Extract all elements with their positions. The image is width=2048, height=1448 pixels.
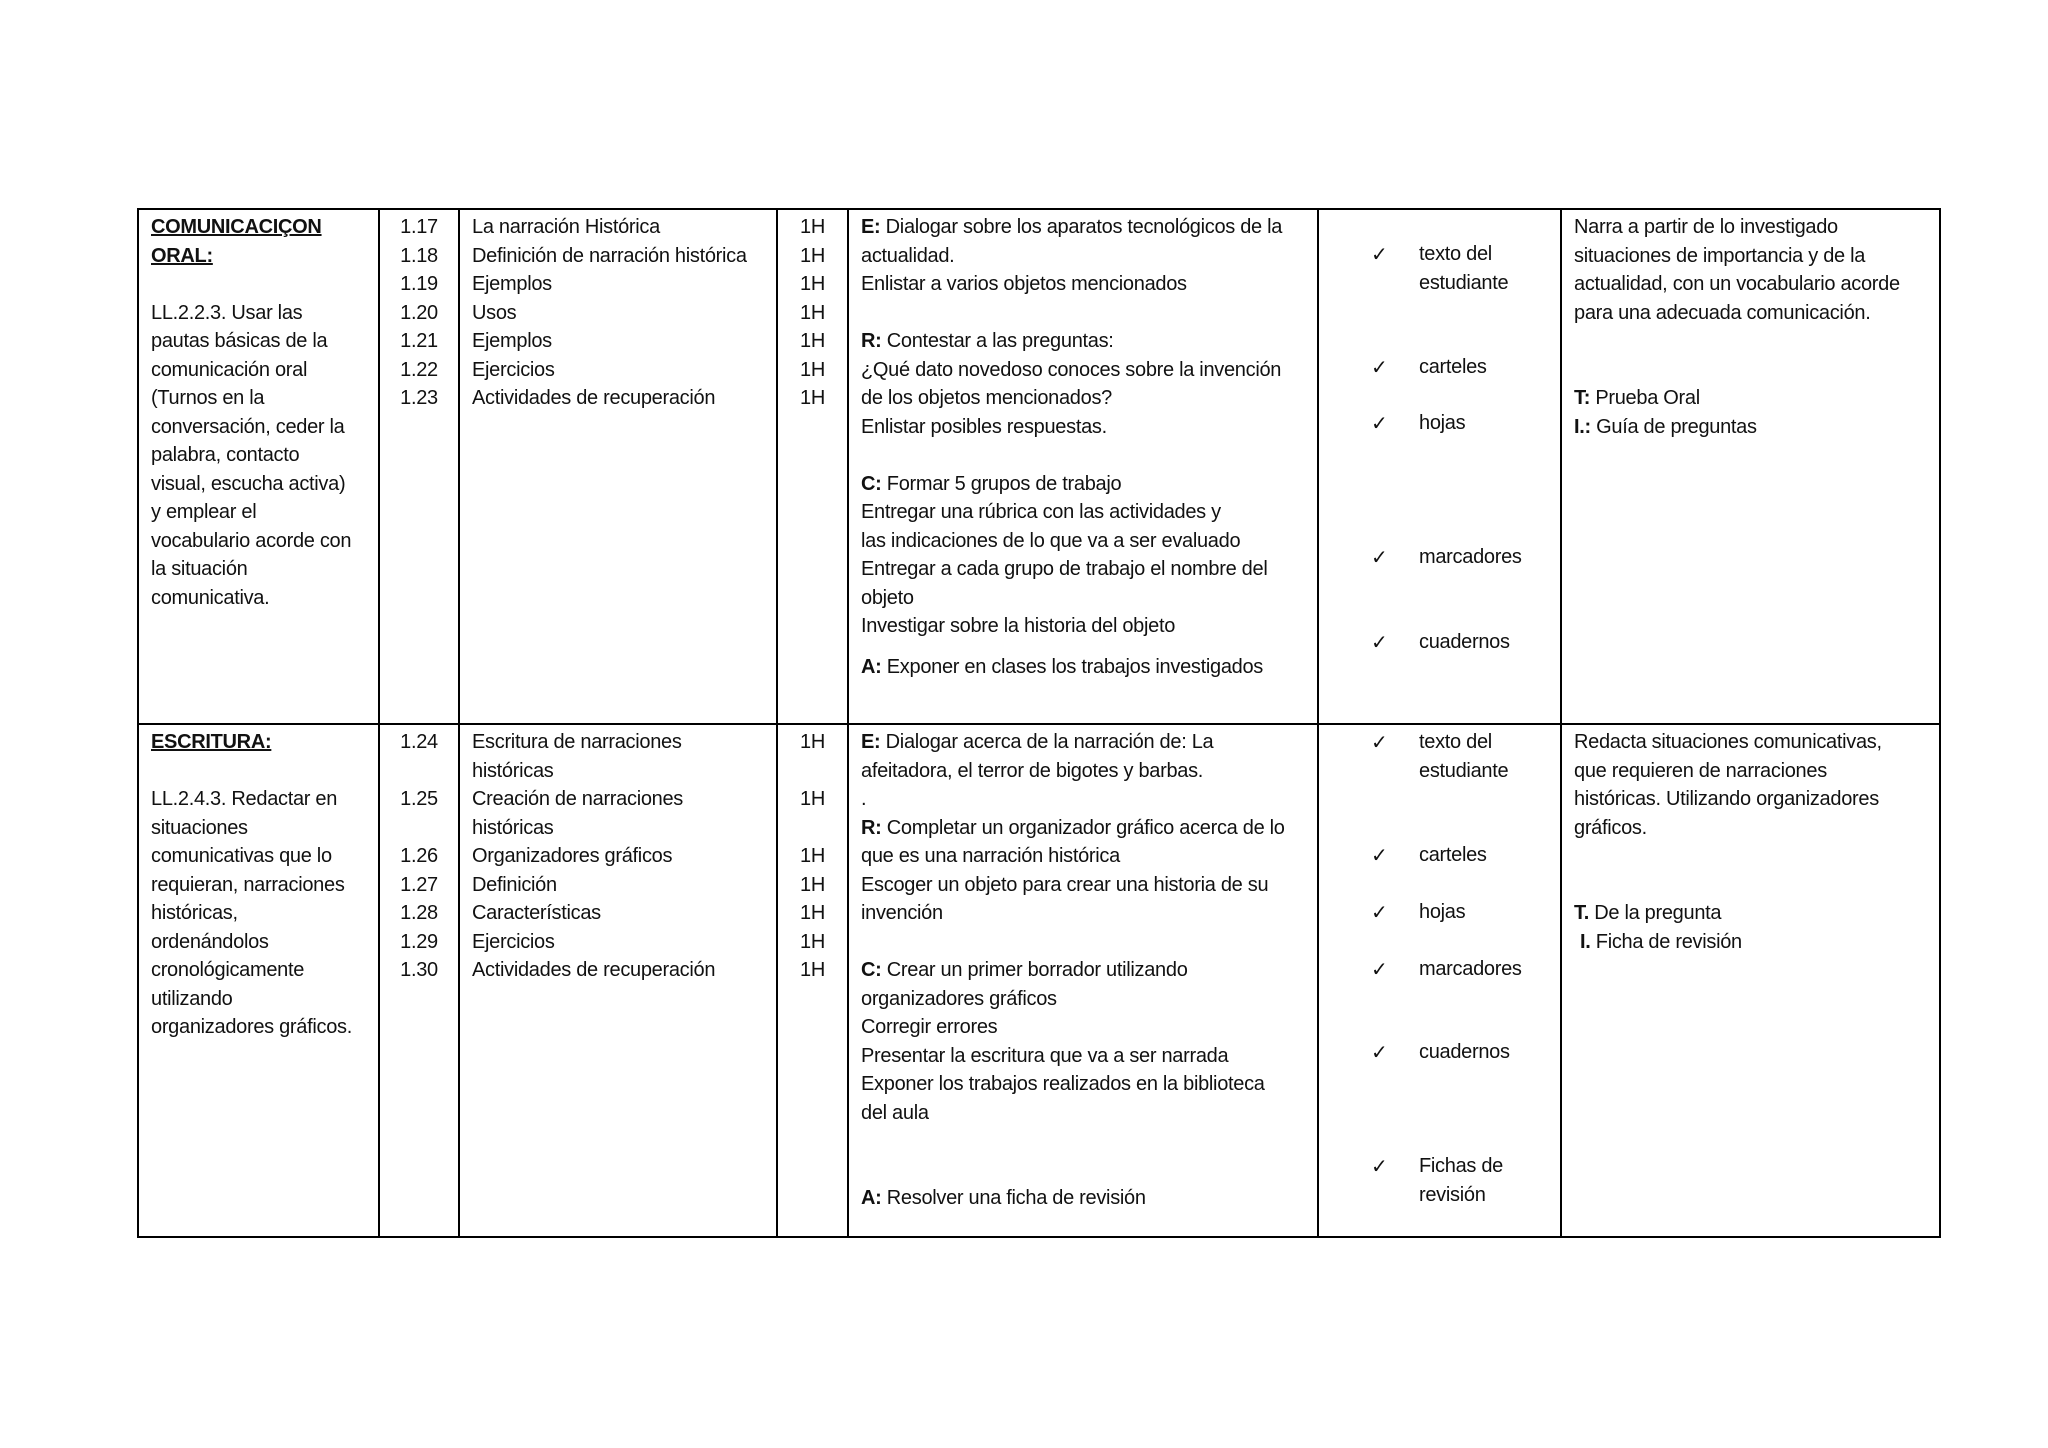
activity-text: de los objetos mencionados? — [861, 387, 1112, 409]
activity-text: objeto — [861, 586, 914, 609]
topic: Actividades de recuperación — [472, 387, 716, 409]
check-icon: ✓ — [1371, 1040, 1388, 1064]
table-row — [138, 209, 1940, 724]
check-icon: ✓ — [1371, 957, 1388, 981]
instrument-label: I.: — [1574, 415, 1591, 438]
check-icon: ✓ — [1371, 545, 1388, 569]
phase-label: R: — [861, 816, 882, 839]
skill-text: cronológicamente — [151, 959, 305, 981]
skill-text: históricas, — [151, 902, 238, 924]
phase-label: E: — [861, 731, 881, 753]
evaluation-text: situaciones de importancia y de la — [1574, 244, 1866, 267]
activity-text: Resolver una ficha de revisión — [881, 1186, 1146, 1209]
code-cell — [379, 724, 459, 1237]
skill-text: requieran, narraciones — [151, 873, 345, 896]
hours-cell — [777, 724, 848, 1237]
activity-text: organizadores gráficos — [861, 987, 1057, 1010]
check-icon: ✓ — [1371, 900, 1388, 924]
phase-label: C: — [861, 959, 882, 981]
topic: Ejemplos — [472, 330, 552, 352]
hours: 1H — [800, 731, 825, 753]
evaluation-text: que requieren de narraciones — [1574, 759, 1827, 782]
phase-label: A: — [861, 655, 882, 678]
code: 1.26 — [400, 845, 438, 867]
check-icon: ✓ — [1371, 843, 1388, 867]
activity-text: Contestar a las preguntas: — [881, 330, 1114, 352]
technique-text: Prueba Oral — [1590, 387, 1700, 409]
activity-text: Dialogar acerca de la narración de: La — [880, 731, 1214, 753]
activity-text: ¿Qué dato novedoso conoces sobre la invención — [861, 358, 1282, 381]
activity-text: Exponer en clases los trabajos investigados — [881, 655, 1263, 678]
hours-cell — [777, 209, 848, 724]
topic: Organizadores gráficos — [472, 845, 673, 867]
skill-cell — [138, 209, 379, 724]
activities-cell — [848, 209, 1318, 724]
evaluation-text: para una adecuada comunicación. — [1574, 301, 1871, 324]
technique-label: T. — [1574, 902, 1589, 924]
skill-text: comunicativa. — [151, 586, 270, 609]
skill-text: comunicativas que lo — [151, 845, 332, 867]
phase-label: A: — [861, 1186, 882, 1209]
resource-text: estudiante — [1419, 271, 1509, 294]
topic: Escritura de narraciones — [472, 731, 682, 753]
technique-label: T: — [1574, 387, 1591, 409]
activity-text: Exponer los trabajos realizados en la biblioteca — [861, 1073, 1265, 1095]
hours — [790, 757, 835, 786]
topic: históricas — [472, 816, 554, 839]
topic: históricas — [472, 759, 554, 782]
resource-text: hojas — [1419, 901, 1466, 923]
skill-text: ordenándolos — [151, 930, 269, 953]
code-cell — [379, 209, 459, 724]
lesson-plan-table — [137, 208, 1941, 1238]
code: 1.18 — [400, 244, 438, 267]
topic: Características — [472, 902, 601, 924]
activity-text: Corregir errores — [861, 1016, 998, 1038]
hours: 1H — [800, 845, 825, 867]
table-row — [138, 724, 1940, 1237]
skill-text: (Turnos en la — [151, 387, 265, 409]
topic: Ejercicios — [472, 930, 555, 953]
topic-cell — [459, 724, 777, 1237]
activity-text: actualidad. — [861, 244, 955, 267]
hours: 1H — [800, 301, 825, 324]
resource-text: marcadores — [1419, 546, 1522, 568]
resource-text: hojas — [1419, 412, 1466, 434]
code: 1.30 — [400, 959, 438, 981]
activity-text: invención — [861, 902, 943, 924]
hours: 1H — [800, 358, 825, 381]
skill-text: vocabulario acorde con — [151, 529, 352, 552]
phase-label: R: — [861, 330, 882, 352]
hours: 1H — [800, 788, 825, 810]
activity-text: Crear un primer borrador utilizando — [881, 959, 1188, 981]
skill-text: organizadores gráficos. — [151, 1016, 352, 1038]
check-icon: ✓ — [1371, 411, 1388, 435]
activity-text: Investigar sobre la historia del objeto — [861, 615, 1176, 637]
instrument-label: I. — [1580, 930, 1591, 953]
resource-text: carteles — [1419, 844, 1487, 866]
skill-text: LL.2.4.3. Redactar en — [151, 788, 338, 810]
phase-label: E: — [861, 216, 881, 238]
activities-cell — [848, 724, 1318, 1237]
check-icon: ✓ — [1371, 630, 1388, 654]
skill-text: situaciones — [151, 816, 248, 839]
skill-text: la situación — [151, 558, 248, 580]
topic: Ejercicios — [472, 358, 555, 381]
hours: 1H — [800, 930, 825, 953]
topic: Definición de narración histórica — [472, 244, 747, 267]
check-icon: ✓ — [1371, 1154, 1388, 1178]
hours: 1H — [800, 216, 825, 238]
instrument-text: Guía de preguntas — [1590, 415, 1757, 438]
skill-text: palabra, contacto — [151, 444, 300, 466]
topic: La narración Histórica — [472, 216, 660, 238]
code: 1.19 — [400, 273, 438, 295]
evaluation-text: históricas. Utilizando organizadores — [1574, 788, 1879, 810]
skill-cell — [138, 724, 379, 1237]
skill-heading: COMUNICACIÇON — [151, 216, 322, 238]
activity-text: Entregar a cada grupo de trabajo el nombre del — [861, 558, 1268, 580]
activity-text: afeitadora, el terror de bigotes y barbas. — [861, 759, 1204, 782]
resource-text: marcadores — [1419, 958, 1522, 980]
activity-text: Completar un organizador gráfico acerca de lo — [881, 816, 1285, 839]
resource-text: estudiante — [1419, 759, 1509, 782]
hours: 1H — [800, 273, 825, 295]
skill-text: y emplear el — [151, 501, 257, 523]
resource-text: revisión — [1419, 1183, 1486, 1206]
skill-text: comunicación oral — [151, 358, 308, 381]
code: 1.21 — [400, 330, 438, 352]
activity-text: Enlistar a varios objetos mencionados — [861, 273, 1187, 295]
resource-text: texto del — [1419, 243, 1492, 265]
code: 1.20 — [400, 301, 438, 324]
skill-heading: ORAL: — [151, 244, 213, 267]
skill-text: conversación, ceder la — [151, 415, 345, 438]
code: 1.27 — [400, 873, 438, 896]
code: 1.17 — [400, 216, 438, 238]
code: 1.29 — [400, 930, 438, 953]
code — [392, 757, 446, 786]
resources-cell — [1318, 209, 1561, 724]
resource-text: Fichas de — [1419, 1155, 1504, 1177]
skill-text: pautas básicas de la — [151, 330, 328, 352]
activity-text: Formar 5 grupos de trabajo — [881, 472, 1122, 495]
hours: 1H — [800, 873, 825, 896]
check-icon: ✓ — [1371, 730, 1388, 754]
code: 1.25 — [400, 788, 438, 810]
code — [392, 814, 446, 843]
hours: 1H — [800, 244, 825, 267]
phase-label: C: — [861, 472, 882, 495]
activity-text: Escoger un objeto para crear una historia de su — [861, 873, 1269, 896]
resource-text: texto del — [1419, 731, 1492, 753]
topic: Definición — [472, 873, 557, 896]
activity-text: . — [861, 788, 867, 810]
check-icon: ✓ — [1371, 242, 1388, 266]
evaluation-text: Redacta situaciones comunicativas, — [1574, 731, 1882, 753]
activity-text: Entregar una rúbrica con las actividades y — [861, 501, 1221, 523]
check-icon: ✓ — [1371, 355, 1388, 379]
topic: Ejemplos — [472, 273, 552, 295]
hours: 1H — [800, 902, 825, 924]
hours: 1H — [800, 330, 825, 352]
resources-cell — [1318, 724, 1561, 1237]
hours — [790, 814, 835, 843]
resource-text: cuadernos — [1419, 631, 1510, 653]
topic-cell — [459, 209, 777, 724]
activity-text: del aula — [861, 1101, 929, 1124]
topic: Creación de narraciones — [472, 788, 684, 810]
evaluation-cell — [1561, 209, 1940, 724]
topic: Usos — [472, 301, 517, 324]
evaluation-cell — [1561, 724, 1940, 1237]
code: 1.24 — [400, 731, 438, 753]
evaluation-text: Narra a partir de lo investigado — [1574, 216, 1838, 238]
skill-text: LL.2.2.3. Usar las — [151, 301, 303, 324]
topic: Actividades de recuperación — [472, 959, 716, 981]
skill-heading: ESCRITURA: — [151, 731, 272, 753]
activity-text: Dialogar sobre los aparatos tecnológicos de la — [880, 216, 1283, 238]
code: 1.28 — [400, 902, 438, 924]
evaluation-text: actualidad, con un vocabulario acorde — [1574, 273, 1900, 295]
activity-text: que es una narración histórica — [861, 845, 1120, 867]
activity-text: Presentar la escritura que va a ser narrada — [861, 1044, 1229, 1067]
code: 1.23 — [400, 387, 438, 409]
technique-text: De la pregunta — [1588, 902, 1722, 924]
activity-text: las indicaciones de lo que va a ser evaluado — [861, 529, 1241, 552]
activity-text: Enlistar posibles respuestas. — [861, 415, 1107, 438]
hours: 1H — [800, 959, 825, 981]
resource-text: cuadernos — [1419, 1041, 1510, 1063]
evaluation-text: gráficos. — [1574, 816, 1647, 839]
resource-text: carteles — [1419, 356, 1487, 378]
hours: 1H — [800, 387, 825, 409]
skill-text: visual, escucha activa) — [151, 472, 346, 495]
skill-text: utilizando — [151, 987, 233, 1010]
code: 1.22 — [400, 358, 438, 381]
instrument-text: Ficha de revisión — [1590, 930, 1742, 953]
